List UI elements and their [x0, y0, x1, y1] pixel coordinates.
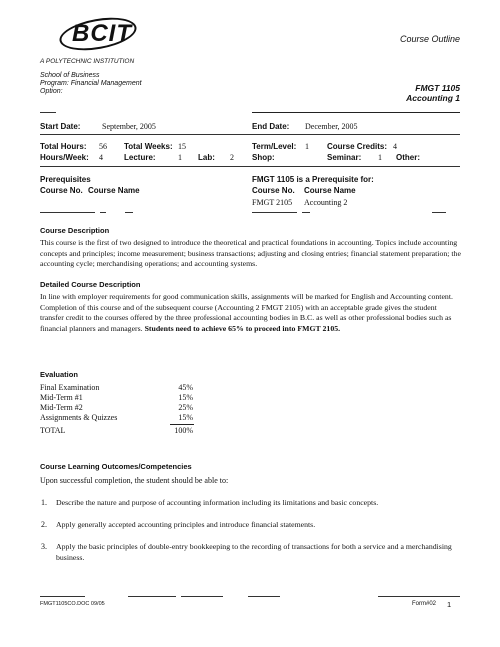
prereq-col-no: Course No. — [40, 186, 83, 195]
start-date-value: September, 2005 — [102, 122, 156, 131]
prereq-for-col-name: Course Name — [304, 186, 356, 195]
lab-label: Lab: — [198, 153, 215, 162]
end-date-label: End Date: — [252, 122, 290, 131]
evaluation-item-value: 15% — [178, 393, 193, 402]
evaluation-total-label: TOTAL — [40, 426, 66, 435]
course-credits-value: 4 — [393, 142, 397, 151]
term-level-value: 1 — [305, 142, 309, 151]
tagline: A POLYTECHNIC INSTITUTION — [40, 58, 135, 65]
divider — [248, 596, 280, 597]
outcome-number: 1. — [41, 498, 47, 507]
divider — [40, 112, 56, 113]
divider — [252, 212, 297, 213]
footer-file: FMGT1105CO.DOC 09/05 — [40, 601, 105, 607]
divider — [302, 212, 310, 213]
course-description-heading: Course Description — [40, 226, 110, 235]
prereq-for-col-no: Course No. — [252, 186, 295, 195]
detailed-description-bold: Students need to achieve 65% to proceed into FMGT 2105. — [144, 323, 341, 333]
outcome-text: Apply generally accepted accounting principles and introduce financial statements. — [56, 520, 316, 529]
divider — [125, 212, 133, 213]
prereq-for-course-name: Accounting 2 — [304, 198, 348, 207]
lecture-label: Lecture: — [124, 153, 156, 162]
detailed-description-body: In line with employer requirements for good communication skills, assignments will be marked for English and Accounting content. Completion of this course and of the subsequent course (Accounting 2 FMGT 2105) with an acceptable grade gives the student transfer credit to the courses offered by the three professional accounting bodies in B.C. as well as other professional bodies such as financial planners and managers. — [40, 292, 453, 333]
hours-week-value: 4 — [99, 153, 103, 162]
divider — [432, 212, 446, 213]
course-credits-label: Course Credits: — [327, 142, 388, 151]
divider — [378, 596, 460, 597]
divider — [40, 212, 95, 213]
evaluation-item-label: Mid-Term #1 — [40, 393, 83, 402]
start-date-label: Start Date: — [40, 122, 81, 131]
divider — [40, 596, 85, 597]
evaluation-item-value: 25% — [178, 403, 193, 412]
doc-type: Course Outline — [399, 34, 460, 44]
evaluation-item-label: Mid-Term #2 — [40, 403, 83, 412]
divider — [40, 134, 460, 135]
divider — [100, 212, 106, 213]
other-label: Other: — [396, 153, 420, 162]
detailed-description-heading: Detailed Course Description — [40, 280, 141, 289]
course-description-text: This course is the first of two designed to introduce the theoretical and practical foundations in accounting. Topics include accounting concepts and principles; income measurement; business transactions; adjusting and closing entries; financial statement preparation; the accounting cycle; merchandising operations; and accounting systems. — [40, 238, 461, 269]
option-label: Option: — [40, 88, 63, 95]
total-hours-value: 56 — [99, 142, 107, 151]
program-name: Program: Financial Management — [40, 80, 142, 87]
school-name: School of Business — [40, 72, 100, 79]
total-rule — [170, 424, 194, 425]
seminar-label: Seminar: — [327, 153, 362, 162]
evaluation-item-label: Assignments & Quizzes — [40, 413, 118, 422]
hours-week-label: Hours/Week: — [40, 153, 89, 162]
divider — [128, 596, 176, 597]
divider — [40, 166, 460, 167]
prereq-for-heading: FMGT 1105 is a Prerequisite for: — [252, 175, 374, 184]
outcome-number: 2. — [41, 520, 47, 529]
footer-form: Form#02 — [412, 601, 437, 607]
evaluation-heading: Evaluation — [40, 370, 78, 379]
lab-value: 2 — [230, 153, 234, 162]
total-hours-label: Total Hours: — [40, 142, 87, 151]
total-weeks-label: Total Weeks: — [124, 142, 173, 151]
outcome-number: 3. — [41, 542, 47, 551]
logo-text: BCIT — [72, 20, 132, 47]
footer-page-number: 1 — [447, 600, 452, 609]
detailed-description-text — [40, 292, 462, 334]
outcome-text: Apply the basic principles of double-entry bookkeeping to the recording of transactions for both a service and a merchandising business. — [56, 542, 452, 562]
outcome-text: Describe the nature and purpose of accounting information including its limitations and basic concepts. — [56, 498, 379, 507]
outcomes-heading: Course Learning Outcomes/Competencies — [40, 462, 192, 471]
total-weeks-value: 15 — [178, 142, 186, 151]
seminar-value: 1 — [378, 153, 382, 162]
course-title: Accounting 1 — [406, 93, 460, 103]
outcomes-intro: Upon successful completion, the student should be able to: — [40, 476, 229, 485]
evaluation-item-value: 45% — [178, 383, 193, 392]
evaluation-item-value: 15% — [178, 413, 193, 422]
prereq-heading: Prerequisites — [40, 175, 91, 184]
end-date-value: December, 2005 — [305, 122, 358, 131]
prereq-for-course-no: FMGT 2105 — [252, 198, 293, 207]
evaluation-item-label: Final Examination — [40, 383, 100, 392]
divider — [181, 596, 223, 597]
shop-label: Shop: — [252, 153, 275, 162]
evaluation-total-value: 100% — [174, 426, 193, 435]
prereq-col-name: Course Name — [88, 186, 140, 195]
term-level-label: Term/Level: — [252, 142, 297, 151]
lecture-value: 1 — [178, 153, 182, 162]
divider — [252, 112, 460, 113]
course-code: FMGT 1105 — [415, 83, 460, 93]
